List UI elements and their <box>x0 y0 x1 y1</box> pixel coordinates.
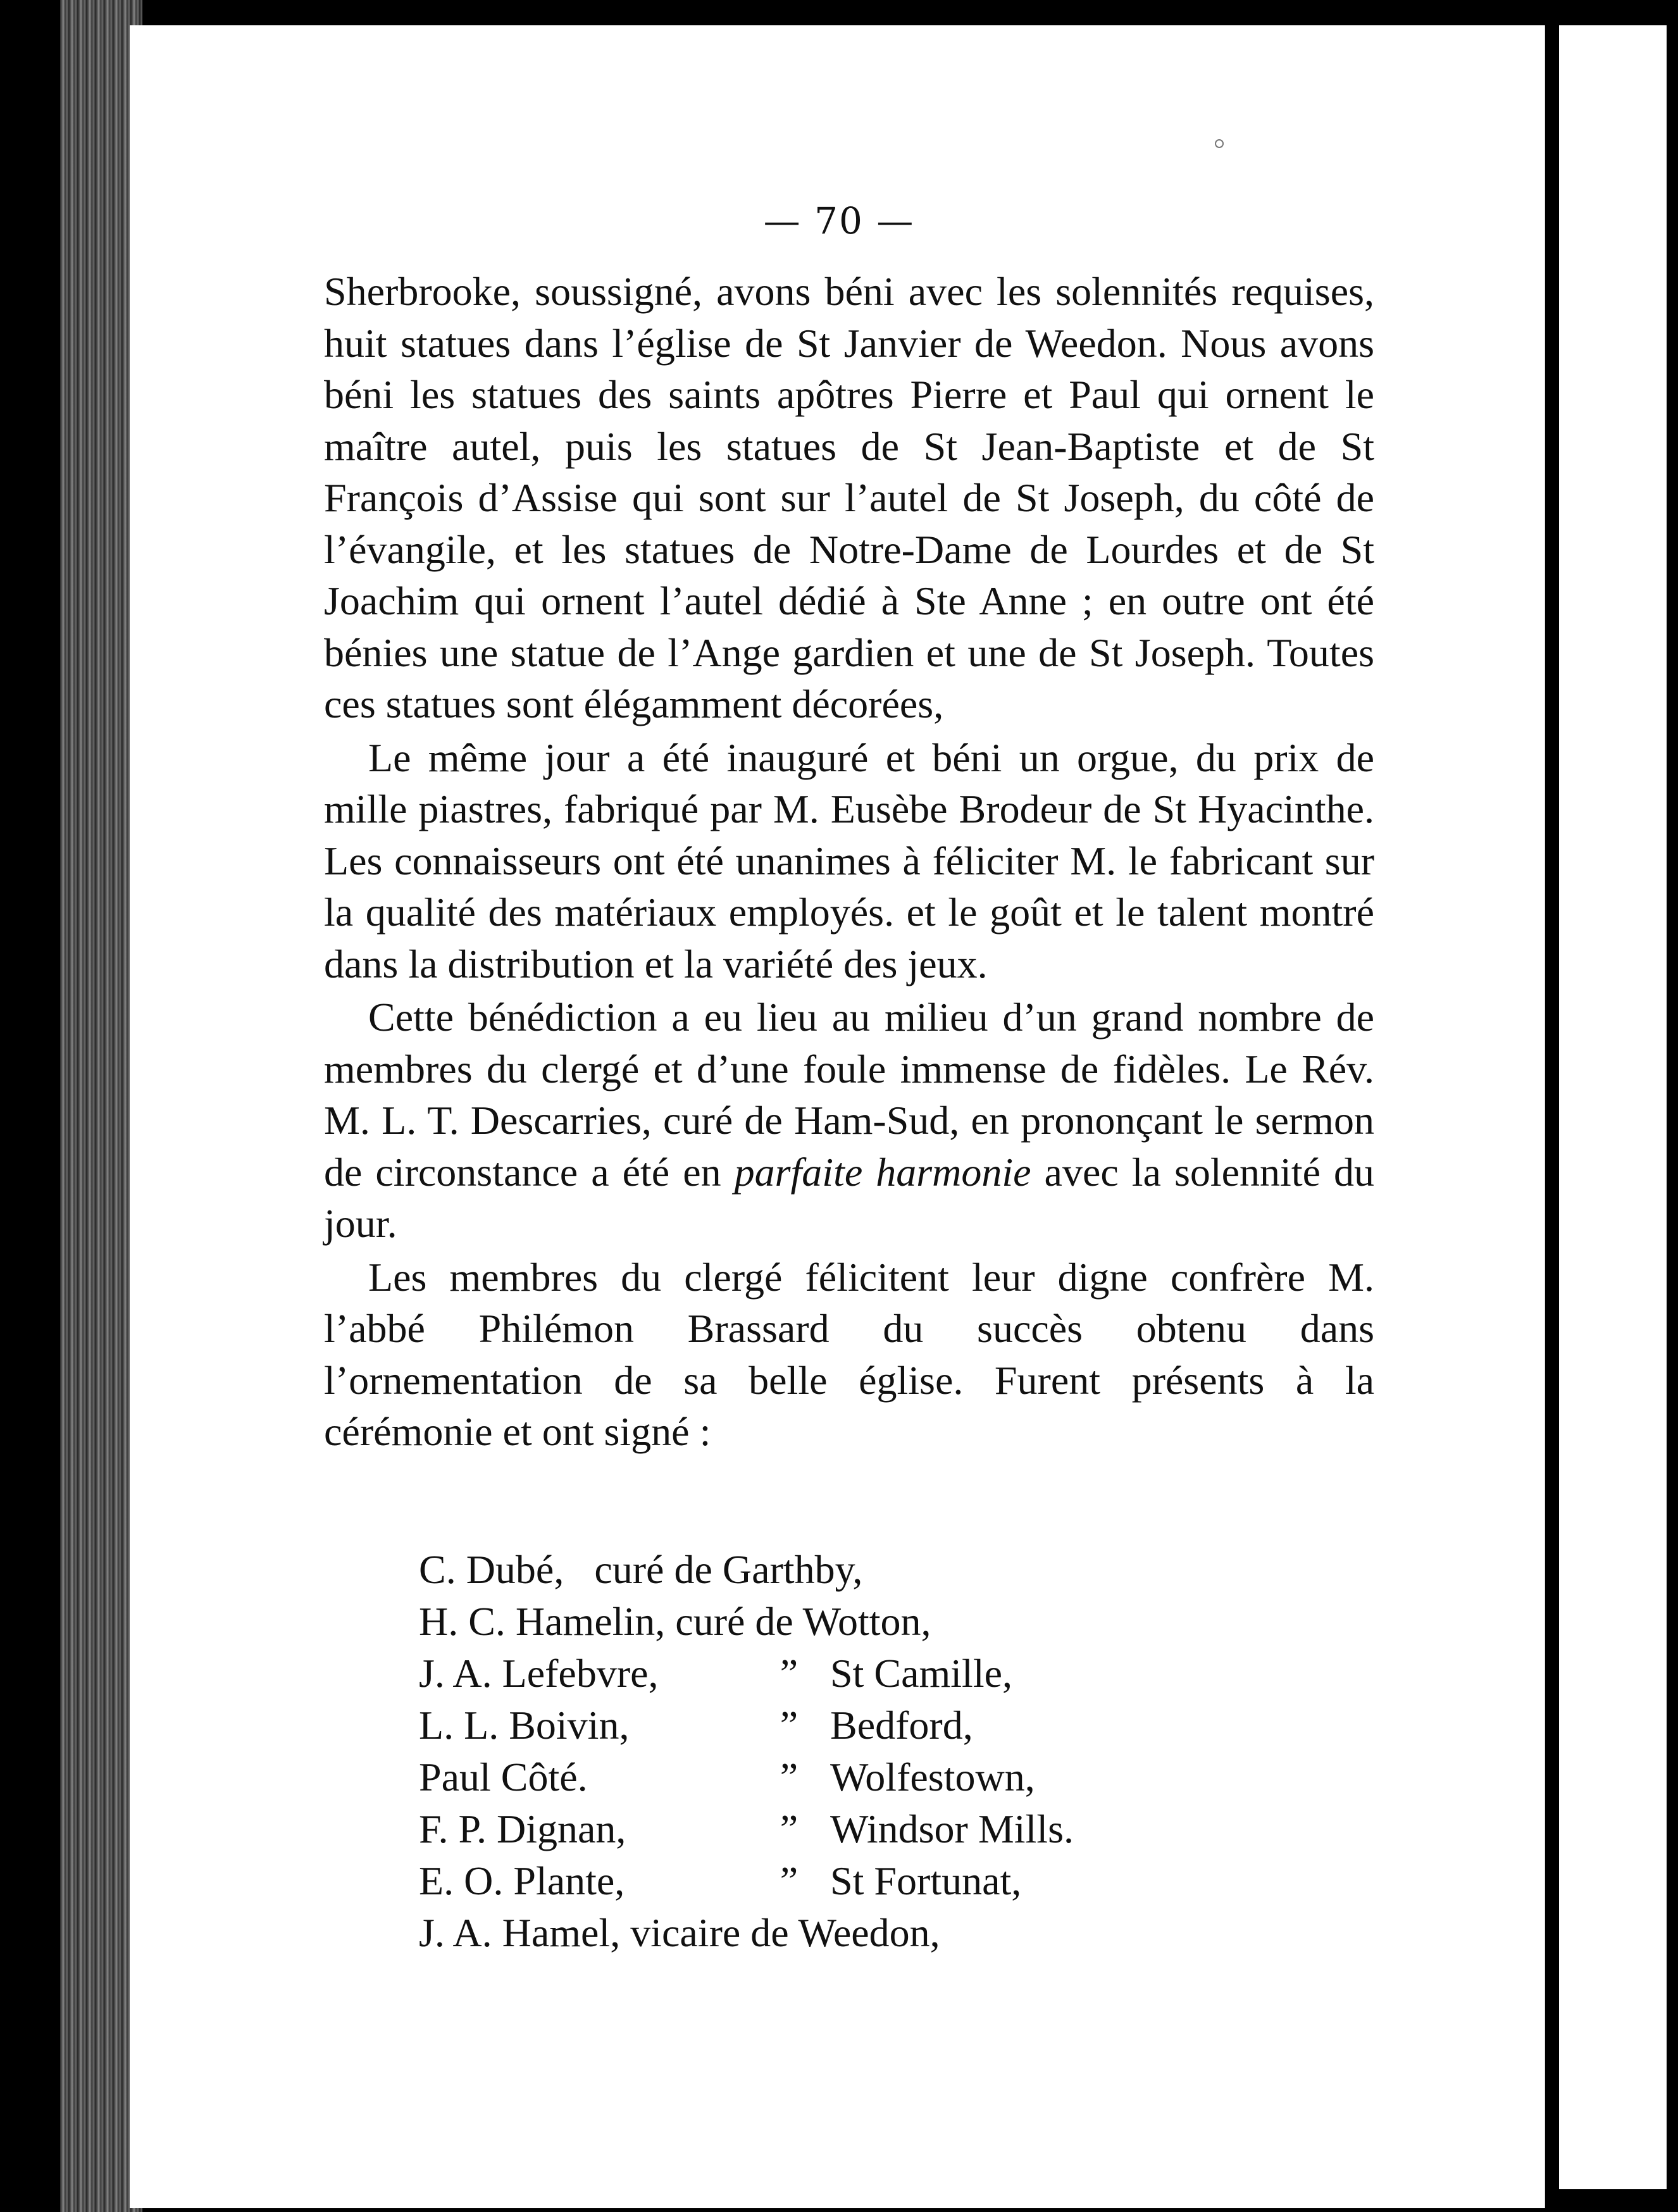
signatory-row <box>419 1544 1305 1596</box>
signatory-parish: St Fortunat, <box>830 1858 1022 1903</box>
signatory-row <box>419 1648 1305 1699</box>
signatory-parish: Windsor Mills. <box>830 1806 1074 1851</box>
signatory-name: J. A. Lefebvre, <box>419 1651 659 1696</box>
ditto-mark: ” <box>780 1755 799 1799</box>
page-gutter <box>1545 0 1559 2212</box>
signatories-list <box>419 1544 1305 1959</box>
ditto-mark: ” <box>780 1806 799 1851</box>
paragraph-4: Les membres du clergé félicitent leur digne confrère M. l’abbé Philémon Brassard du succès obtenu dans l’ornementation de sa belle église. Furent présents à la cérémonie et ont signé : <box>324 1254 1374 1454</box>
signatory-row <box>419 1751 1305 1803</box>
paragraph-2: Le même jour a été inauguré et béni un orgue, du prix de mille piastres, fabriqué par M. Eusèbe Brodeur de St Hyacinthe. Les connaisseurs ont été unanimes à féliciter M. le fabricant sur la qualité des matériaux employés. et le goût et le talent montré dans la distribution et la variété des jeux. <box>324 735 1374 986</box>
paragraph-3 <box>324 991 1374 1250</box>
signatory-name: E. O. Plante, <box>419 1858 625 1903</box>
signatory-name: L. L. Boivin, <box>419 1703 630 1748</box>
signatory-row <box>419 1803 1305 1855</box>
signatory-parish: St Camille, <box>830 1651 1012 1696</box>
signatory-role: vicaire de Weedon, <box>630 1910 940 1955</box>
signatory-name: H. C. Hamelin, <box>419 1599 666 1644</box>
signatory-role: curé de Wotton, <box>675 1599 931 1644</box>
scan-speck <box>1215 139 1224 148</box>
paragraph-3-italic-phrase: parfaite harmonie <box>734 1149 1031 1195</box>
page-number: — 70 — <box>763 199 915 242</box>
paragraph-3-text-before: Cette bénédiction a eu lieu au milieu d’un grand nombre de membres du clergé et d’une foule immense de fidèles. Le Rév. M. L. T. Descarries, curé de Ham-Sud, en prononçant le sermon de circonstance a été en <box>324 995 1374 1195</box>
signatory-name: Paul Côté. <box>419 1755 588 1799</box>
paragraph-3-text-after: avec la solennité du jour. <box>324 1149 1375 1246</box>
signatory-name: J. A. Hamel, <box>419 1910 621 1955</box>
signatory-parish: Wolfestown, <box>830 1755 1035 1799</box>
signatory-row <box>419 1855 1305 1907</box>
signatory-row <box>419 1699 1305 1751</box>
body-text <box>324 266 1374 1459</box>
signatory-row <box>419 1907 1305 1959</box>
ditto-mark: ” <box>780 1858 799 1903</box>
facing-page-strip <box>1559 25 1667 2189</box>
signatory-role: curé de Garthby, <box>594 1547 863 1592</box>
signatory-name: C. Dubé, <box>419 1547 564 1592</box>
ditto-mark: ” <box>780 1651 799 1696</box>
paragraph-1: Sherbrooke, soussigné, avons béni avec les solennités requises, huit statues dans l’église de St Janvier de Weedon. Nous avons béni les statues des saints apôtres Pierre et Paul qui ornent le maître autel, puis les statues de St Jean-Baptiste et de St François d’Assise qui sont sur l’autel de St Joseph, du côté de l’évangile, et les statues de Notre-Dame de Lourdes et de St Joachim qui ornent l’autel dédié à Ste Anne ; en outre ont été bénies une statue de l’Ange gardien et une de St Joseph. Toutes ces statues sont élégamment décorées, <box>324 269 1374 726</box>
signatory-parish: Bedford, <box>830 1703 973 1748</box>
signatory-name: F. P. Dignan, <box>419 1806 626 1851</box>
ditto-mark: ” <box>780 1703 799 1748</box>
signatory-row <box>419 1596 1305 1648</box>
